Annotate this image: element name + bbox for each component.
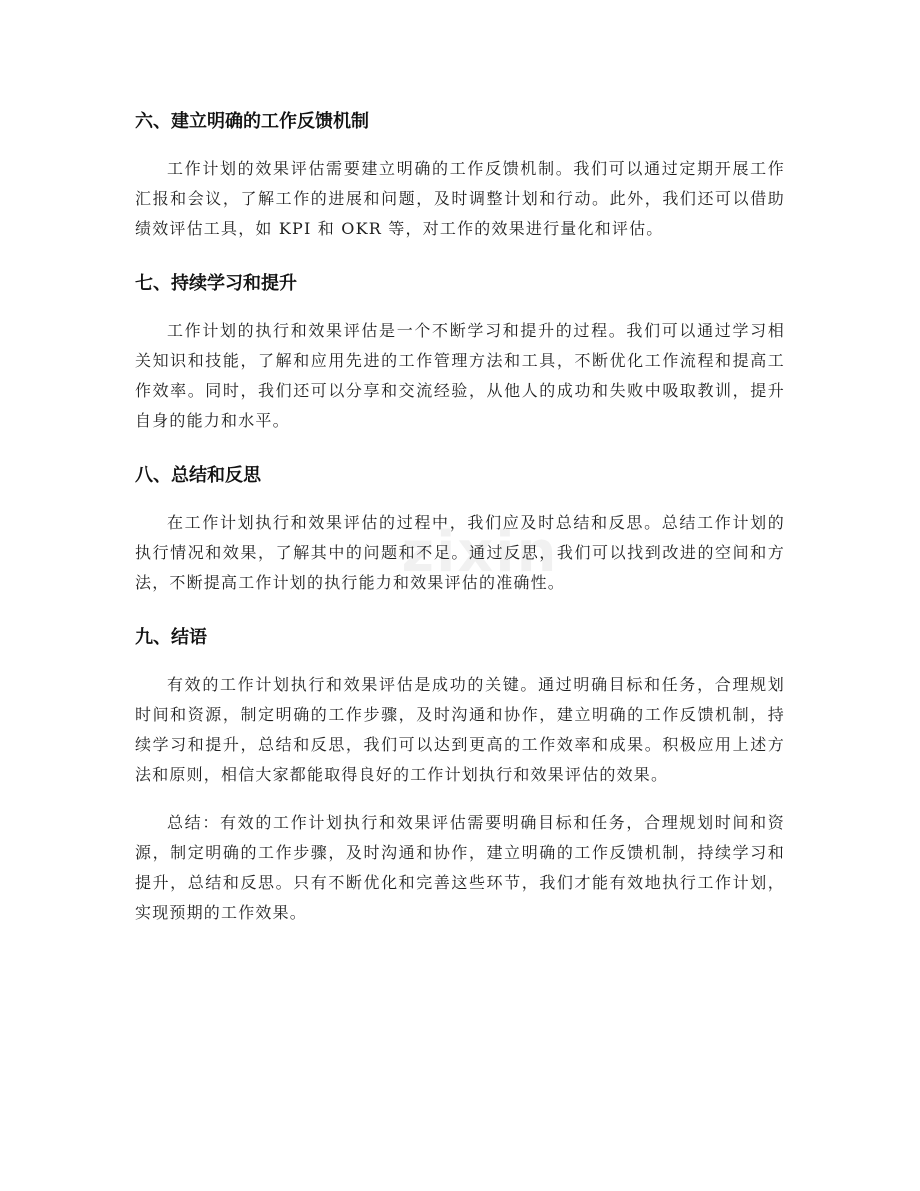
watermark: zixin [401, 520, 559, 585]
body-paragraph: 工作计划的执行和效果评估是一个不断学习和提升的过程。我们可以通过学习相关知识和技能，了解和应用先进的工作管理方法和工具，不断优化工作流程和提高工作效率。同时，我们还可以分享和交流经验，从他人的成功和失败中吸取教训，提升自身的能力和水平。 [135, 321, 785, 430]
section-conclusion [135, 616, 785, 928]
section-heading: 七、持续学习和提升 [135, 273, 297, 294]
section-continuous-learning [135, 262, 785, 436]
section-heading: 八、总结和反思 [135, 465, 261, 486]
section-heading: 九、结语 [135, 627, 207, 648]
body-paragraph: 工作计划的效果评估需要建立明确的工作反馈机制。我们可以通过定期开展工作汇报和会议，了解工作的进展和问题，及时调整计划和行动。此外，我们还可以借助绩效评估工具，如 KPI 和 OKR 等，对工作的效果进行量化和评估。 [135, 159, 785, 238]
body-paragraph: 有效的工作计划执行和效果评估是成功的关键。通过明确目标和任务，合理规划时间和资源，制定明确的工作步骤，及时沟通和协作，建立明确的工作反馈机制，持续学习和提升，总结和反思，我们可以达到更高的工作效率和成果。积极应用上述方法和原则，相信大家都能取得良好的工作计划执行和效果评估的效果。 [135, 675, 785, 784]
body-paragraph: 在工作计划执行和效果评估的过程中，我们应及时总结和反思。总结工作计划的执行情况和效果，了解其中的问题和不足。通过反思，我们可以找到改进的空间和方法，不断提高工作计划的执行能力和效果评估的准确性。 [135, 513, 785, 592]
section-summary-reflection [135, 454, 785, 598]
section-feedback-mechanism [135, 100, 785, 244]
section-heading: 六、建立明确的工作反馈机制 [135, 111, 369, 132]
document-body [135, 100, 785, 950]
summary-paragraph: 总结：有效的工作计划执行和效果评估需要明确目标和任务，合理规划时间和资源，制定明确的工作步骤，及时沟通和协作，建立明确的工作反馈机制，持续学习和提升，总结和反思。只有不断优化和完善这些环节，我们才能有效地执行工作计划，实现预期的工作效果。 [135, 813, 785, 922]
